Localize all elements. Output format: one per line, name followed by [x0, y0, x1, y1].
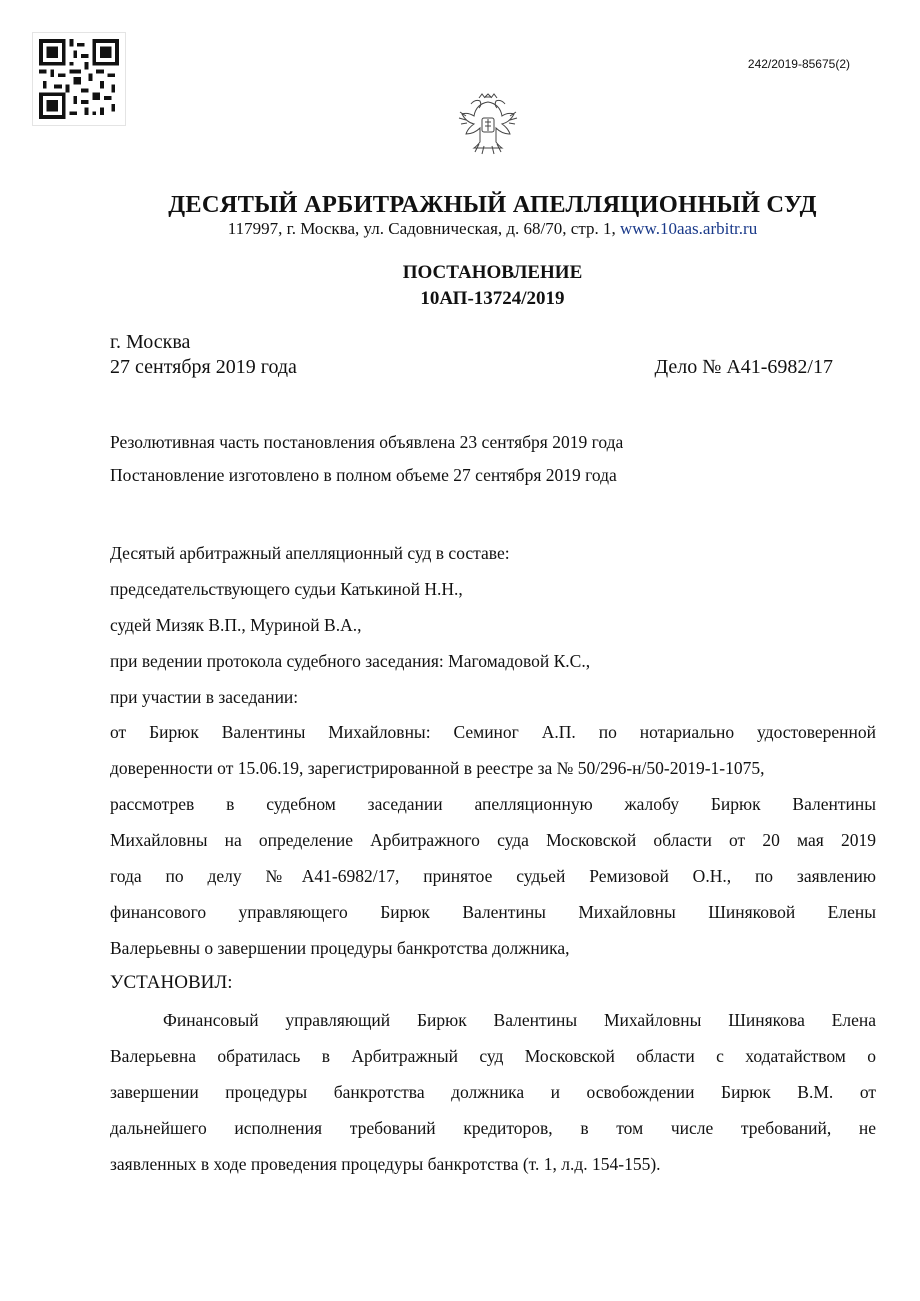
resolution-number: 10АП-13724/2019: [420, 288, 565, 309]
body-line: заявленных в ходе проведения процедуры банкротства (т. 1, л.д. 154-155).: [110, 1154, 661, 1174]
court-website-link[interactable]: www.10aas.arbitr.ru: [619, 219, 758, 238]
body-line: Михайловны на определение Арбитражного суда Московской области от 20 мая 2019: [110, 830, 876, 850]
body-line: завершении процедуры банкротства должника и освобождении Бирюк В.М. от: [110, 1082, 876, 1102]
case-number: Дело № А41-6982/17: [654, 356, 833, 378]
court-name-heading: ДЕСЯТЫЙ АРБИТРАЖНЫЙ АПЕЛЛЯЦИОННЫЙ СУД: [168, 191, 817, 218]
court-address-text: 117997, г. Москва, ул. Садовническая, д. 68/70, стр. 1,: [227, 219, 616, 238]
body-line: дальнейшего исполнения требований кредиторов, в том числе требований, не: [110, 1118, 876, 1138]
body-line: Финансовый управляющий Бирюк Валентины Михайловны Шинякова Елена: [163, 1010, 876, 1030]
body-line: Валерьевна обратилась в Арбитражный суд Московской области с ходатайством о: [110, 1046, 876, 1066]
body-line: председательствующего судьи Катькиной Н.Н.,: [110, 579, 463, 599]
court-address: [0, 219, 920, 239]
body-line: при участии в заседании:: [110, 687, 299, 707]
body-line: Десятый арбитражный апелляционный суд в составе:: [110, 543, 510, 563]
qr-code: [32, 32, 126, 126]
body-line: Валерьевны о завершении процедуры банкротства должника,: [110, 938, 570, 958]
city: г. Москва: [110, 331, 191, 353]
body-line: года по делу №А41-6982/17, принятое судьей Ремизовой О.Н., по заявлению: [110, 866, 876, 886]
resolution-title: ПОСТАНОВЛЕНИЕ: [402, 262, 583, 283]
body-line: рассмотрев в судебном заседании апелляционную жалобу Бирюк Валентины: [110, 794, 876, 814]
document-number: 242/2019-85675(2): [747, 57, 850, 71]
established-heading: УСТАНОВИЛ:: [110, 972, 233, 993]
body-line: от Бирюк Валентины Михайловны: Семиног А.П. по нотариально удостоверенной: [110, 722, 876, 742]
resolution-date: 27 сентября 2019 года: [110, 356, 297, 378]
body-line: доверенности от 15.06.19, зарегистрированной в реестре за № 50/296-н/50-2019-1-1075,: [110, 758, 765, 778]
announcement-line: Резолютивная часть постановления объявлена 23 сентября 2019 года: [110, 432, 624, 452]
coat-of-arms-emblem: [457, 88, 519, 165]
body-line: судей Мизяк В.П., Муриной В.А.,: [110, 615, 362, 635]
body-line: финансового управляющего Бирюк Валентины Михайловны Шиняковой Елены: [110, 902, 876, 922]
body-line: при ведении протокола судебного заседания: Магомадовой К.С.,: [110, 651, 591, 671]
double-headed-eagle-icon: [457, 88, 519, 160]
announcement-line: Постановление изготовлено в полном объеме 27 сентября 2019 года: [110, 465, 617, 485]
qr-code-image: [39, 39, 119, 119]
